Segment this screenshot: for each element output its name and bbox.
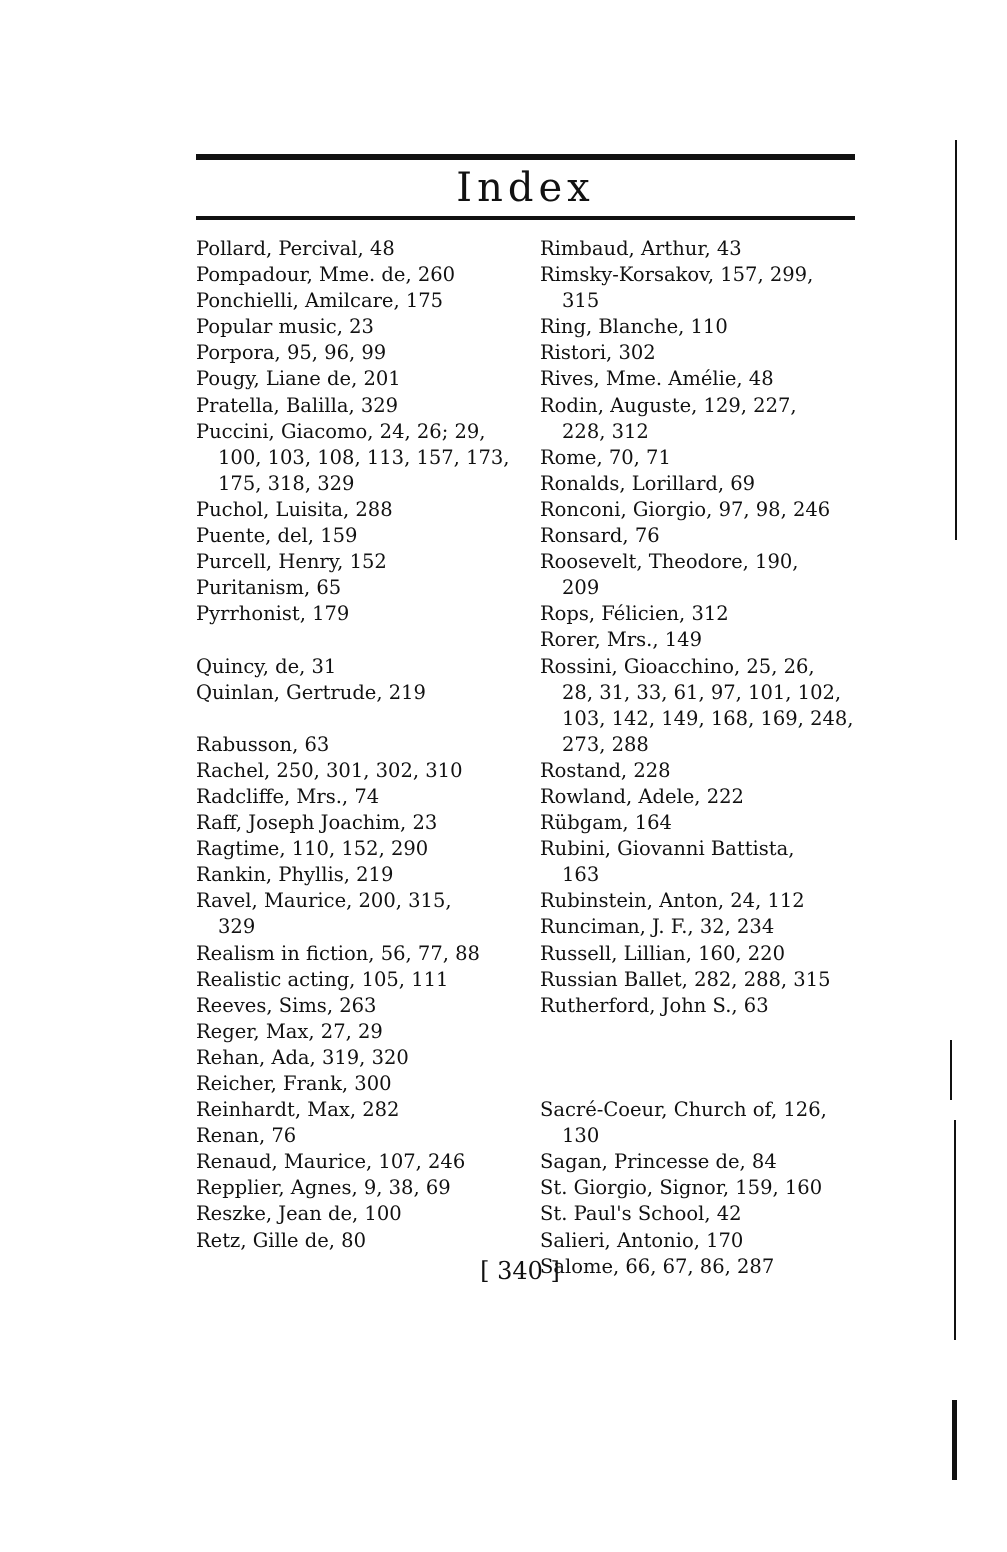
index-entry: Ring, Blanche, 110 — [540, 315, 728, 339]
index-entry: Sacré-Coeur, Church of, 126, — [540, 1098, 827, 1122]
index-entry: 28, 31, 33, 61, 97, 101, 102, — [562, 680, 842, 704]
index-entry: Ristori, 302 — [540, 341, 656, 365]
index-entry: Popular music, 23 — [196, 315, 374, 339]
index-entry: Salieri, Antonio, 170 — [540, 1228, 744, 1252]
index-entry: Ragtime, 110, 152, 290 — [196, 837, 429, 861]
index-entry: Rimsky-Korsakov, 157, 299, — [540, 263, 814, 287]
title-rule — [196, 216, 855, 220]
index-entry: Rubinstein, Anton, 24, 112 — [540, 889, 805, 913]
index-entry: Renan, 76 — [196, 1124, 297, 1148]
index-spacer — [540, 1019, 858, 1045]
index-entry: Rubini, Giovanni Battista, — [540, 837, 795, 861]
index-entry: Realism in fiction, 56, 77, 88 — [196, 941, 480, 965]
index-entry: Rops, Félicien, 312 — [540, 602, 729, 626]
index-entry: Reicher, Frank, 300 — [196, 1072, 392, 1095]
index-entry: Reinhardt, Max, 282 — [196, 1098, 400, 1122]
index-entry: Pougy, Liane de, 201 — [196, 367, 401, 391]
index-entry: Rankin, Phyllis, 219 — [196, 863, 394, 887]
scan-edge-mark — [952, 1400, 957, 1480]
index-entry: 100, 103, 108, 113, 157, 173, — [218, 445, 510, 469]
index-left-column — [196, 236, 514, 1254]
index-spacer — [540, 1045, 858, 1071]
index-entry: Purcell, Henry, 152 — [196, 550, 387, 574]
index-entry: Ravel, Maurice, 200, 315, — [196, 889, 452, 913]
page-number: [ 340 ] — [480, 1257, 560, 1285]
index-entry: Rutherford, John S., 63 — [540, 993, 769, 1017]
index-entry: Realistic acting, 105, 111 — [196, 967, 449, 991]
index-entry: 163 — [562, 863, 600, 887]
index-entry: Ponchielli, Amilcare, 175 — [196, 289, 444, 313]
index-spacer — [540, 1071, 858, 1097]
index-entry: Porpora, 95, 96, 99 — [196, 341, 387, 365]
index-spacer — [196, 706, 514, 732]
page-title: Index — [456, 165, 595, 211]
index-entry: Rabusson, 63 — [196, 732, 330, 756]
index-entry: 175, 318, 329 — [218, 471, 355, 495]
index-entry: Puccini, Giacomo, 24, 26; 29, — [196, 419, 486, 443]
index-entry: Russell, Lillian, 160, 220 — [540, 941, 785, 965]
index-entry: Puente, del, 159 — [196, 524, 358, 548]
index-entry: Repplier, Agnes, 9, 38, 69 — [196, 1176, 451, 1200]
index-entry: Roosevelt, Theodore, 190, — [540, 550, 799, 574]
index-entry: Rives, Mme. Amélie, 48 — [540, 367, 774, 391]
index-entry: Rachel, 250, 301, 302, 310 — [196, 758, 463, 782]
index-right-column — [540, 236, 858, 1280]
index-entry: Pollard, Percival, 48 — [196, 237, 395, 260]
index-entry: Retz, Gille de, 80 — [196, 1228, 366, 1252]
index-entry: Renaud, Maurice, 107, 246 — [196, 1150, 466, 1174]
index-entry: Ronsard, 76 — [540, 524, 660, 548]
index-entry: Rorer, Mrs., 149 — [540, 628, 702, 652]
index-entry: Rowland, Adele, 222 — [540, 784, 744, 808]
index-entry: 228, 312 — [562, 419, 649, 443]
index-entry: 329 — [218, 915, 256, 939]
index-entry: Puchol, Luisita, 288 — [196, 497, 393, 521]
index-entry: Puritanism, 65 — [196, 576, 342, 600]
index-entry: St. Giorgio, Signor, 159, 160 — [540, 1176, 823, 1200]
index-entry: Sagan, Princesse de, 84 — [540, 1150, 777, 1174]
index-entry: 273, 288 — [562, 732, 649, 756]
index-entry: Rome, 70, 71 — [540, 445, 671, 469]
index-entry: 315 — [562, 289, 600, 313]
index-spacer — [196, 627, 514, 653]
index-entry: St. Paul's School, 42 — [540, 1202, 742, 1226]
index-entry: 103, 142, 149, 168, 169, 248, — [562, 706, 854, 730]
index-entry: Rodin, Auguste, 129, 227, — [540, 393, 797, 417]
index-entry: Pyrrhonist, 179 — [196, 602, 350, 626]
top-rule — [196, 154, 855, 160]
index-entry: Rostand, 228 — [540, 758, 671, 782]
index-entry: Rehan, Ada, 319, 320 — [196, 1045, 409, 1069]
index-entry: Quincy, de, 31 — [196, 654, 337, 678]
index-entry: Reger, Max, 27, 29 — [196, 1019, 383, 1043]
index-entry: Rübgam, 164 — [540, 811, 672, 835]
index-entry: 130 — [562, 1124, 600, 1148]
index-entry: Rossini, Gioacchino, 25, 26, — [540, 654, 815, 678]
index-entry: Runciman, J. F., 32, 234 — [540, 915, 775, 939]
index-entry: Russian Ballet, 282, 288, 315 — [540, 967, 831, 991]
scan-edge-mark — [950, 1040, 952, 1100]
index-entry: Ronconi, Giorgio, 97, 98, 246 — [540, 497, 831, 521]
index-entry: 209 — [562, 576, 600, 600]
index-entry: Radcliffe, Mrs., 74 — [196, 784, 380, 808]
index-entry: Reeves, Sims, 263 — [196, 993, 377, 1017]
scan-edge-mark — [954, 1120, 956, 1340]
index-entry: Ronalds, Lorillard, 69 — [540, 471, 756, 495]
index-entry: Reszke, Jean de, 100 — [196, 1202, 402, 1226]
index-entry: Quinlan, Gertrude, 219 — [196, 680, 426, 704]
index-entry: Raff, Joseph Joachim, 23 — [196, 811, 438, 835]
index-entry: Rimbaud, Arthur, 43 — [540, 237, 742, 260]
scan-edge-mark — [955, 140, 957, 540]
index-entry: Pompadour, Mme. de, 260 — [196, 263, 456, 287]
index-entry: Salome, 66, 67, 86, 287 — [540, 1254, 775, 1278]
index-entry: Pratella, Balilla, 329 — [196, 393, 399, 417]
